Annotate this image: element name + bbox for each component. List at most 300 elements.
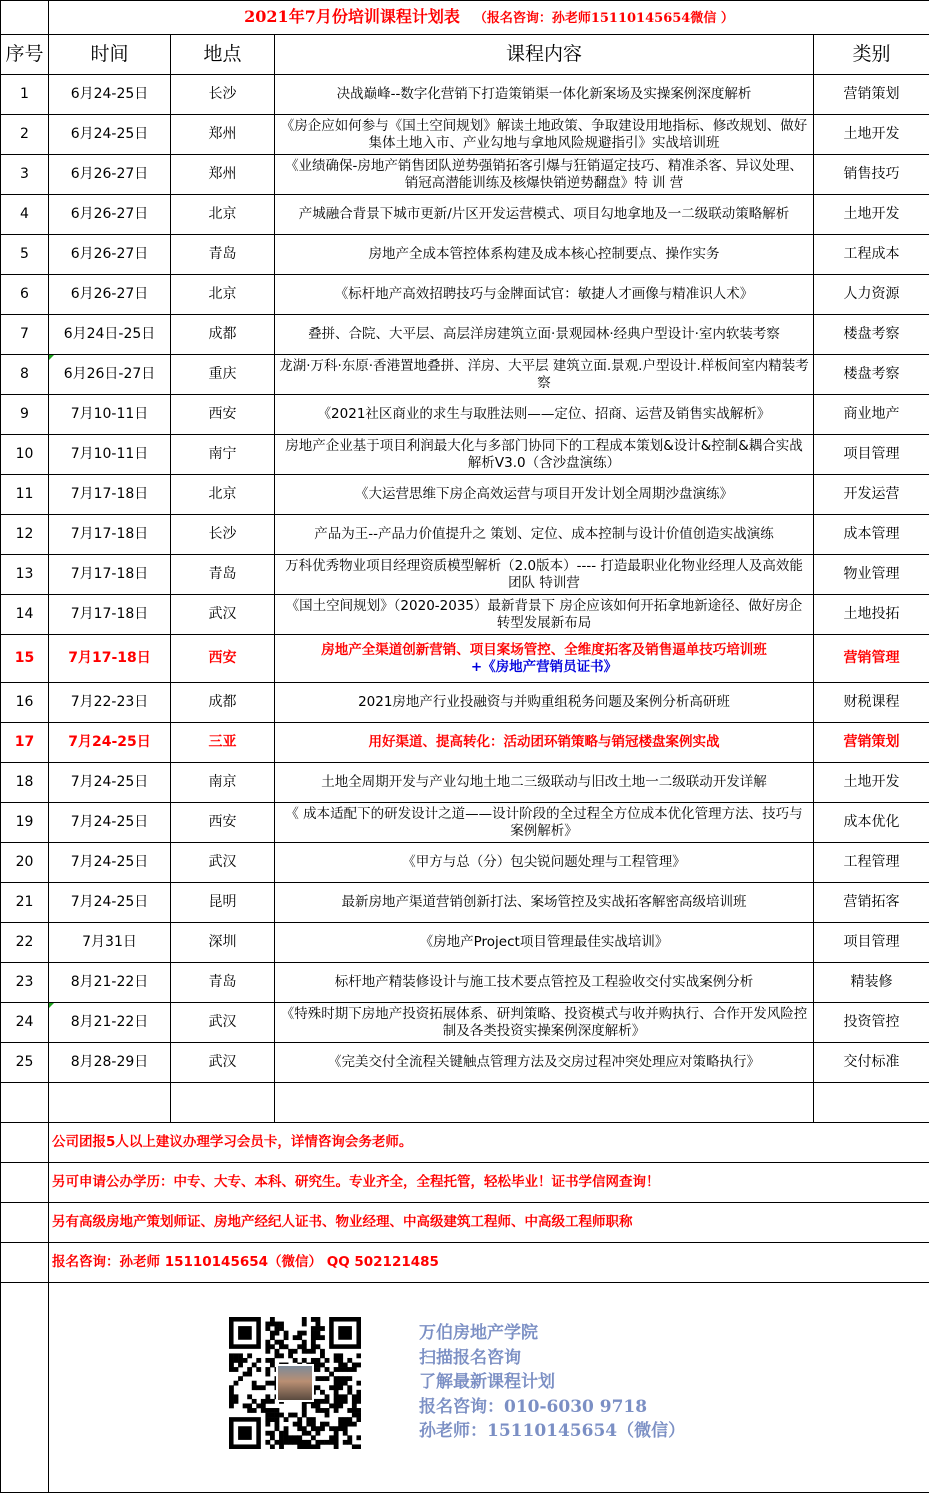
index-cell	[1, 355, 49, 395]
index-text: 18	[16, 774, 34, 790]
course-text: 房地产企业基于项目利润最大化与多部门协同下的工程成本策划&设计&控制&耦合实战解析V3.0（含沙盘演练）	[285, 438, 803, 471]
note-side-cell	[1, 1163, 49, 1203]
category-cell	[814, 963, 929, 1003]
note-text: 报名咨询：孙老师 15110145654（微信） QQ 502121485	[52, 1254, 439, 1270]
table-row	[1, 195, 929, 235]
time-text: 7月24-25日	[68, 734, 151, 750]
course-cell	[275, 275, 814, 315]
index-text: 25	[16, 1054, 34, 1070]
table-row	[1, 1003, 929, 1043]
place-cell	[171, 155, 275, 195]
course-text: 《特殊时期下房地产投资拓展体系、研判策略、投资模式与收并购执行、合作开发风险控制及各类投资实操案例深度解析》	[281, 1006, 808, 1039]
course-text: 叠拼、合院、大平层、高层洋房建筑立面·景观园林·经典户型设计·室内软装考察	[308, 326, 780, 342]
promo-block	[49, 1283, 929, 1492]
category-text: 楼盘考察	[844, 326, 900, 342]
place-text: 昆明	[209, 894, 237, 910]
course-cell	[275, 475, 814, 515]
place-text: 青岛	[209, 566, 237, 582]
category-cell	[814, 923, 929, 963]
place-text: 西安	[209, 814, 237, 830]
category-text: 营销策划	[844, 86, 900, 102]
time-text: 8月21-22日	[71, 974, 149, 990]
category-text: 土地开发	[844, 774, 900, 790]
place-text: 青岛	[209, 246, 237, 262]
course-cell	[275, 555, 814, 595]
table-row	[1, 435, 929, 475]
time-text: 6月26日-27日	[64, 366, 156, 382]
category-cell	[814, 115, 929, 155]
time-text: 7月17-18日	[68, 650, 151, 666]
time-text: 7月17-18日	[71, 566, 149, 582]
index-text: 24	[16, 1014, 34, 1030]
time-cell	[49, 963, 171, 1003]
table-row	[1, 723, 929, 763]
place-cell	[171, 843, 275, 883]
category-cell	[814, 235, 929, 275]
note-side-cell	[1, 1243, 49, 1283]
course-cell	[275, 395, 814, 435]
place-text: 北京	[209, 206, 237, 222]
course-extra-text: +《房地产营销员证书》	[471, 659, 617, 675]
place-cell	[171, 595, 275, 635]
course-text: 2021房地产行业投融资与并购重组税务问题及案例分析高研班	[358, 694, 730, 710]
table-row	[1, 275, 929, 315]
index-text: 20	[16, 854, 34, 870]
course-cell	[275, 635, 814, 683]
index-text: 15	[15, 650, 34, 666]
course-text: 产品为王--产品力价值提升之 策划、定位、成本控制与设计价值创造实战演练	[314, 526, 774, 542]
empty-cell	[275, 1083, 814, 1123]
time-cell	[49, 155, 171, 195]
table-row	[1, 395, 929, 435]
index-text: 21	[16, 894, 34, 910]
time-text: 6月26-27日	[71, 206, 149, 222]
index-cell	[1, 923, 49, 963]
course-text: 房地产全渠道创新营销、项目案场管控、全维度拓客及销售逼单技巧培训班	[321, 642, 767, 658]
course-text: 《标杆地产高效招聘技巧与金牌面试官：敏捷人才画像与精准识人术》	[335, 286, 754, 302]
place-text: 重庆	[209, 366, 237, 382]
index-cell	[1, 635, 49, 683]
place-cell	[171, 115, 275, 155]
index-text: 9	[20, 406, 29, 422]
course-text: 龙湖·万科·东原·香港置地叠拼、洋房、大平层 建筑立面.景观.户型设计.样板间室内精装考察	[279, 358, 809, 391]
place-cell	[171, 803, 275, 843]
index-cell	[1, 803, 49, 843]
time-cell	[49, 595, 171, 635]
time-text: 7月24-25日	[71, 774, 149, 790]
place-cell	[171, 683, 275, 723]
category-cell	[814, 723, 929, 763]
time-text: 7月17-18日	[71, 606, 149, 622]
place-text: 郑州	[209, 126, 237, 142]
category-cell	[814, 763, 929, 803]
empty-cell	[171, 1083, 275, 1123]
course-text: 产城融合背景下城市更新/片区开发运营模式、项目勾地拿地及一二级联动策略解析	[299, 206, 790, 222]
note-row	[1, 1163, 929, 1203]
header-content: 课程内容	[275, 35, 814, 75]
course-text: 最新房地产渠道营销创新打法、案场管控及实战拓客解密高级培训班	[342, 894, 747, 910]
course-text: 《 成本适配下的研发设计之道——设计阶段的全过程全方位成本优化管理方法、技巧与案例解析》	[285, 806, 802, 839]
table-row	[1, 555, 929, 595]
time-cell	[49, 883, 171, 923]
index-text: 16	[16, 694, 34, 710]
time-cell	[49, 275, 171, 315]
time-text: 6月24-25日	[71, 126, 149, 142]
index-cell	[1, 763, 49, 803]
time-text: 8月28-29日	[71, 1054, 149, 1070]
promo-cell	[49, 1283, 929, 1493]
category-text: 交付标准	[844, 1054, 900, 1070]
category-cell	[814, 275, 929, 315]
index-cell	[1, 883, 49, 923]
course-cell	[275, 963, 814, 1003]
course-cell	[275, 515, 814, 555]
index-cell	[1, 515, 49, 555]
index-text: 23	[16, 974, 34, 990]
place-text: 武汉	[209, 1054, 237, 1070]
time-text: 8月21-22日	[71, 1014, 149, 1030]
course-text: 《完美交付全流程关键触点管理方法及交房过程冲突处理应对策略执行》	[328, 1054, 760, 1070]
course-text: 土地全周期开发与产业勾地土地二三级联动与旧改土地一二级联动开发详解	[321, 774, 767, 790]
index-text: 22	[16, 934, 34, 950]
place-text: 深圳	[209, 934, 237, 950]
note-side-cell	[1, 1203, 49, 1243]
table-row	[1, 115, 929, 155]
category-cell	[814, 155, 929, 195]
index-cell	[1, 1043, 49, 1083]
index-cell	[1, 315, 49, 355]
header-row	[1, 35, 929, 75]
category-text: 项目管理	[844, 446, 900, 462]
index-text: 5	[20, 246, 29, 262]
time-cell	[49, 195, 171, 235]
time-cell	[49, 803, 171, 843]
empty-cell	[49, 1083, 171, 1123]
time-text: 7月31日	[82, 934, 137, 950]
empty-cell	[814, 1083, 929, 1123]
time-text: 7月10-11日	[71, 406, 149, 422]
time-cell	[49, 395, 171, 435]
category-text: 财税课程	[844, 694, 900, 710]
promo-row	[1, 1283, 929, 1493]
category-text: 商业地产	[844, 406, 900, 422]
time-text: 6月26-27日	[71, 166, 149, 182]
course-text: 《2021社区商业的求生与取胜法则——定位、招商、运营及销售实战解析》	[318, 406, 771, 422]
time-cell	[49, 235, 171, 275]
category-cell	[814, 395, 929, 435]
table-row	[1, 595, 929, 635]
index-text: 12	[16, 526, 34, 542]
category-cell	[814, 475, 929, 515]
corner-cell	[1, 1, 49, 35]
time-cell	[49, 683, 171, 723]
time-cell	[49, 315, 171, 355]
place-text: 三亚	[209, 734, 237, 750]
category-text: 成本管理	[844, 526, 900, 542]
category-cell	[814, 803, 929, 843]
header-time: 时间	[49, 35, 171, 75]
course-cell	[275, 923, 814, 963]
course-cell	[275, 155, 814, 195]
place-text: 西安	[209, 406, 237, 422]
category-text: 土地开发	[844, 126, 900, 142]
table-row	[1, 803, 929, 843]
category-text: 营销管理	[844, 650, 900, 666]
course-cell	[275, 1003, 814, 1043]
category-text: 成本优化	[844, 814, 900, 830]
header-index: 序号	[1, 35, 49, 75]
category-text: 营销拓客	[844, 894, 900, 910]
category-text: 人力资源	[844, 286, 900, 302]
index-cell	[1, 963, 49, 1003]
promo-school: 万伯房地产学院	[419, 1321, 685, 1346]
index-text: 7	[20, 326, 29, 342]
place-cell	[171, 315, 275, 355]
category-cell	[814, 555, 929, 595]
category-cell	[814, 1043, 929, 1083]
table-row	[1, 355, 929, 395]
course-text: 《大运营思维下房企高效运营与项目开发计划全周期沙盘演练》	[355, 486, 733, 502]
qr-code-icon	[229, 1317, 361, 1449]
table-row	[1, 883, 929, 923]
table-row	[1, 475, 929, 515]
category-text: 投资管控	[844, 1014, 900, 1030]
index-text: 6	[20, 286, 29, 302]
promo-latest: 了解最新课程计划	[419, 1370, 685, 1395]
category-cell	[814, 595, 929, 635]
place-text: 北京	[209, 486, 237, 502]
index-text: 19	[16, 814, 34, 830]
table-row	[1, 635, 929, 683]
course-text: 《甲方与总（分）包尖锐问题处理与工程管理》	[402, 854, 686, 870]
note-row	[1, 1243, 929, 1283]
course-cell	[275, 355, 814, 395]
place-cell	[171, 883, 275, 923]
course-cell	[275, 315, 814, 355]
index-text: 3	[20, 166, 29, 182]
index-text: 2	[20, 126, 29, 142]
place-cell	[171, 963, 275, 1003]
note-cell	[49, 1163, 929, 1203]
course-cell	[275, 843, 814, 883]
place-text: 西安	[209, 650, 237, 666]
course-text: 《房企应如何参与《国土空间规划》解读土地政策、争取建设用地指标、修改规划、做好集体土地入市、产业勾地与拿地风险规避指引》实战培训班	[281, 118, 808, 151]
index-cell	[1, 555, 49, 595]
category-cell	[814, 315, 929, 355]
table-row	[1, 763, 929, 803]
index-text: 17	[15, 734, 34, 750]
category-cell	[814, 515, 929, 555]
category-text: 项目管理	[844, 934, 900, 950]
empty-row	[1, 1083, 929, 1123]
category-text: 工程管理	[844, 854, 900, 870]
category-text: 工程成本	[844, 246, 900, 262]
course-cell	[275, 763, 814, 803]
title-row	[1, 1, 929, 35]
time-text: 7月24-25日	[71, 894, 149, 910]
place-cell	[171, 635, 275, 683]
time-cell	[49, 1043, 171, 1083]
category-cell	[814, 1003, 929, 1043]
promo-side-cell	[1, 1283, 49, 1493]
time-cell	[49, 723, 171, 763]
avatar	[276, 1364, 314, 1402]
time-cell	[49, 923, 171, 963]
index-text: 4	[20, 206, 29, 222]
course-text: 决战巅峰--数字化营销下打造策销渠一体化新案场及实操案例深度解析	[337, 86, 752, 102]
time-text: 7月24-25日	[71, 854, 149, 870]
place-cell	[171, 395, 275, 435]
time-text: 7月22-23日	[71, 694, 149, 710]
place-text: 武汉	[209, 854, 237, 870]
title-text: 2021年7月份培训课程计划表	[244, 7, 460, 26]
place-cell	[171, 235, 275, 275]
place-cell	[171, 475, 275, 515]
place-cell	[171, 555, 275, 595]
category-cell	[814, 843, 929, 883]
note-text: 另有高级房地产策划师证、房地产经纪人证书、物业经理、中高级建筑工程师、中高级工程师职称	[52, 1214, 633, 1230]
table-row	[1, 155, 929, 195]
index-text: 11	[16, 486, 34, 502]
time-cell	[49, 355, 171, 395]
cell-marker-icon	[49, 355, 54, 360]
place-cell	[171, 435, 275, 475]
note-text: 公司团报5人以上建议办理学习会员卡，详情咨询会务老师。	[52, 1134, 412, 1150]
time-cell	[49, 75, 171, 115]
place-cell	[171, 1043, 275, 1083]
table-row	[1, 683, 929, 723]
table-row	[1, 75, 929, 115]
time-text: 7月24-25日	[71, 814, 149, 830]
category-text: 楼盘考察	[844, 366, 900, 382]
course-text: 标杆地产精装修设计与施工技术要点管控及工程验收交付实战案例分析	[335, 974, 754, 990]
course-text: 《房地产Project项目管理最佳实战培训》	[420, 934, 669, 950]
place-text: 成都	[209, 694, 237, 710]
index-cell	[1, 435, 49, 475]
category-cell	[814, 75, 929, 115]
table-row	[1, 235, 929, 275]
table-title	[49, 1, 929, 35]
promo-scan: 扫描报名咨询	[419, 1346, 685, 1371]
header-place: 地点	[171, 35, 275, 75]
place-cell	[171, 275, 275, 315]
place-text: 北京	[209, 286, 237, 302]
time-cell	[49, 555, 171, 595]
table-row	[1, 923, 929, 963]
index-text: 13	[16, 566, 34, 582]
note-row	[1, 1203, 929, 1243]
course-cell	[275, 723, 814, 763]
time-cell	[49, 843, 171, 883]
course-cell	[275, 683, 814, 723]
place-text: 郑州	[209, 166, 237, 182]
time-cell	[49, 635, 171, 683]
place-cell	[171, 923, 275, 963]
time-text: 7月17-18日	[71, 526, 149, 542]
index-cell	[1, 115, 49, 155]
promo-text-block	[419, 1321, 685, 1444]
category-cell	[814, 883, 929, 923]
index-cell	[1, 155, 49, 195]
time-text: 7月17-18日	[71, 486, 149, 502]
time-text: 6月24-25日	[71, 86, 149, 102]
place-cell	[171, 515, 275, 555]
course-cell	[275, 115, 814, 155]
category-text: 开发运营	[844, 486, 900, 502]
index-text: 10	[16, 446, 34, 462]
time-cell	[49, 515, 171, 555]
time-cell	[49, 435, 171, 475]
category-text: 精装修	[851, 974, 893, 990]
note-cell	[49, 1123, 929, 1163]
time-text: 6月26-27日	[71, 246, 149, 262]
course-cell	[275, 435, 814, 475]
course-cell	[275, 235, 814, 275]
place-cell	[171, 75, 275, 115]
table-row	[1, 1043, 929, 1083]
time-text: 6月26-27日	[71, 286, 149, 302]
table-row	[1, 515, 929, 555]
time-text: 7月10-11日	[71, 446, 149, 462]
category-cell	[814, 355, 929, 395]
category-text: 土地开发	[844, 206, 900, 222]
place-cell	[171, 195, 275, 235]
course-text: 房地产全成本管控体系构建及成本核心控制要点、操作实务	[369, 246, 720, 262]
place-text: 武汉	[209, 1014, 237, 1030]
course-cell	[275, 75, 814, 115]
index-cell	[1, 595, 49, 635]
time-cell	[49, 115, 171, 155]
category-cell	[814, 435, 929, 475]
note-row	[1, 1123, 929, 1163]
place-cell	[171, 1003, 275, 1043]
index-cell	[1, 843, 49, 883]
place-cell	[171, 763, 275, 803]
table-row	[1, 843, 929, 883]
index-cell	[1, 683, 49, 723]
index-cell	[1, 1003, 49, 1043]
time-cell	[49, 763, 171, 803]
place-text: 武汉	[209, 606, 237, 622]
course-cell	[275, 595, 814, 635]
course-cell	[275, 883, 814, 923]
index-text: 14	[16, 606, 34, 622]
place-text: 南宁	[209, 446, 237, 462]
category-cell	[814, 683, 929, 723]
index-cell	[1, 195, 49, 235]
place-text: 成都	[209, 326, 237, 342]
note-cell	[49, 1243, 929, 1283]
place-text: 南京	[209, 774, 237, 790]
category-cell	[814, 635, 929, 683]
place-cell	[171, 355, 275, 395]
index-cell	[1, 75, 49, 115]
place-cell	[171, 723, 275, 763]
index-cell	[1, 395, 49, 435]
empty-cell	[1, 1083, 49, 1123]
category-text: 营销策划	[844, 734, 900, 750]
place-text: 长沙	[209, 526, 237, 542]
place-text: 青岛	[209, 974, 237, 990]
note-text: 另可申请公办学历：中专、大专、本科、研究生。专业齐全，全程托管，轻松毕业！证书学信网查询！	[52, 1174, 660, 1190]
index-cell	[1, 275, 49, 315]
index-text: 1	[20, 86, 29, 102]
time-cell	[49, 475, 171, 515]
title-contact: （报名咨询：孙老师15110145654微信 ）	[474, 11, 734, 26]
time-cell	[49, 1003, 171, 1043]
course-text: 用好渠道、提高转化：活动团环销策略与销冠楼盘案例实战	[369, 734, 720, 750]
table-row	[1, 963, 929, 1003]
